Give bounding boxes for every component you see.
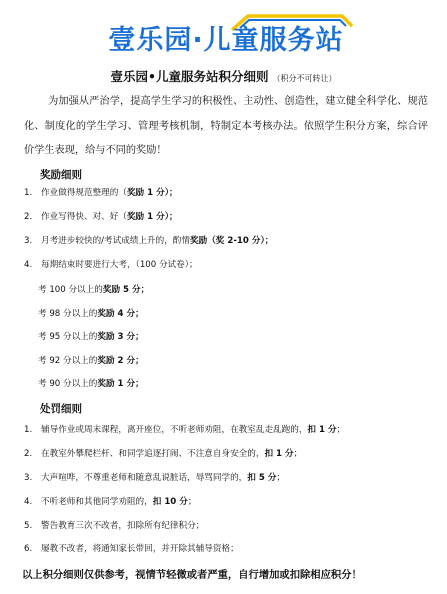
reward-item: 1. 作业做得规范整理的（奖励 1 分）；	[24, 188, 178, 198]
logo	[0, 8, 447, 58]
reward-item: 3. 月考进步较快的/考试成绩上升的，酌情奖励（奖 2-10 分）；	[24, 236, 274, 246]
penalty-item: 4. 不听老师和其他同学劝阻的，扣 10 分；	[24, 497, 197, 507]
reward-item: 2. 作业写得快、对、好（奖励 1 分）；	[24, 212, 178, 222]
penalty-item: 1. 辅导作业或周末课程，离开座位，不听老师劝阻，在教室乱走乱跑的，扣 1 分；	[24, 425, 346, 435]
reward-subitem: 考 98 分以上的奖励 4 分；	[38, 309, 144, 319]
reward-subitem: 考 95 分以上的奖励 3 分；	[38, 332, 144, 342]
reward-item: 4. 每期结束时要进行大考，（100 分试卷）；	[24, 260, 198, 270]
reward-subitem: 考 90 分以上的奖励 1 分；	[38, 379, 144, 389]
penalty-item: 5. 警告教育三次不改者，扣除所有纪律积分；	[24, 521, 205, 531]
page-title	[0, 67, 447, 85]
rewards-heading: 奖励细则	[40, 169, 82, 181]
logo-text: 壹乐园·儿童服务站	[108, 25, 344, 56]
reward-subitem: 考 92 分以上的奖励 2 分；	[38, 356, 144, 366]
penalty-item: 6. 屡教不改者，将通知家长带回，并开除其辅导资格；	[24, 544, 239, 554]
penalty-item: 3. 大声喧哗，不尊重老师和随意乱说脏话，辱骂同学的，扣 5 分；	[24, 473, 286, 483]
title-main: 壹乐园•儿童服务站积分细则	[110, 69, 269, 84]
intro-text: 为加强从严治学，提高学生学习的积极性、主动性、创造性，建立健全科学化、规范化、制度化的学生学习、管理考核机制，特制定本考核办法。依照学生积分方案，综合评价学生表现，给与不同的奖励！	[24, 96, 428, 156]
reward-subitem: 考 100 分以上的奖励 5 分；	[38, 285, 150, 295]
penalties-heading: 处罚细则	[40, 403, 82, 415]
footer-note: 以上积分细则仅供参考，视情节轻微或者严重，自行增加或扣除相应积分！	[22, 569, 362, 581]
title-note: （积分不可转让）	[272, 74, 337, 83]
penalty-item: 2. 在教室外攀爬栏杆、和同学追逐打闹、不注意自身安全的，扣 1 分；	[24, 449, 303, 459]
intro-paragraph	[24, 90, 428, 164]
